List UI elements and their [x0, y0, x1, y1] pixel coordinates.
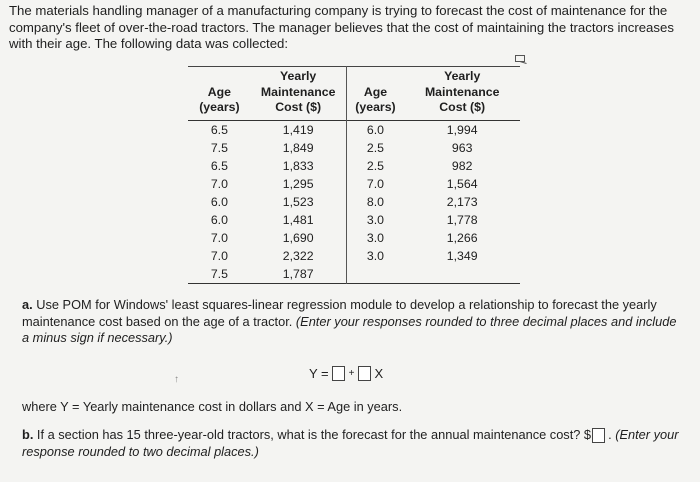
age-cell: 8.0: [366, 194, 385, 209]
cost-cell: 963: [451, 140, 473, 155]
question-b-text: If a section has 15 three-year-old tractors, what is the forecast for the annual maintenance cost? $: [33, 427, 592, 442]
age-cell: 7.0: [210, 230, 228, 245]
table-row: [188, 139, 520, 157]
header-cost-line-2: Maintenance: [424, 84, 500, 99]
header-age-right: [346, 67, 404, 121]
cost-cell: 1,481: [251, 211, 346, 229]
cost-cell: 2,173: [446, 194, 478, 209]
table-row: [188, 120, 520, 139]
cost-cell: 1,778: [446, 212, 478, 227]
header-cost-line-3: Cost ($): [439, 100, 486, 114]
age-cell: 7.5: [210, 140, 228, 155]
question-a-instruction: (Enter your responses rounded to three decimal places and include a minus sign if necessary.): [22, 313, 677, 345]
cost-cell: 1,564: [446, 176, 478, 191]
question-a-label: a.: [22, 297, 33, 312]
table-row: [188, 193, 520, 211]
header-age-line-1: Age: [363, 84, 388, 99]
cost-cell: 1,849: [251, 139, 346, 157]
age-cell: 2.5: [366, 140, 385, 155]
question-b-instruction: (Enter your response rounded to two decimal places.): [22, 427, 679, 460]
cursor-mark-icon: ↑: [174, 374, 179, 385]
forecast-input-box[interactable]: [592, 428, 605, 443]
cost-cell: 1,690: [251, 229, 346, 247]
age-cell: 3.0: [366, 212, 385, 227]
cost-cell: 1,523: [251, 193, 346, 211]
cost-cell: 1,419: [251, 120, 346, 139]
cost-cell: 982: [451, 158, 473, 173]
empty-cell: [404, 265, 520, 284]
age-cell: 7.0: [366, 176, 385, 191]
table-row: [188, 211, 520, 229]
regression-equation: [309, 366, 383, 381]
age-cell: 7.0: [210, 248, 228, 263]
age-cell: 6.0: [210, 212, 228, 227]
table-row: [188, 229, 520, 247]
age-cell: 6.5: [210, 122, 228, 137]
header-cost-line-3: Cost ($): [275, 100, 322, 114]
cost-cell: 1,994: [446, 122, 478, 137]
age-cell: 6.5: [210, 158, 228, 173]
cost-cell: 2,322: [251, 247, 346, 265]
age-cell: 3.0: [366, 248, 385, 263]
header-age-line-2: (years): [355, 100, 396, 114]
age-cell: 3.0: [366, 230, 385, 245]
question-b: [22, 426, 682, 460]
equation-variable: X: [374, 366, 384, 381]
header-cost-left: [251, 67, 346, 121]
question-a: [22, 297, 682, 347]
variable-definitions: where Y = Yearly maintenance cost in dollars and X = Age in years.: [22, 399, 403, 414]
question-b-label: b.: [22, 427, 34, 442]
table-row: [188, 157, 520, 175]
header-cost-line-1: Yearly: [280, 69, 317, 83]
edit-icon[interactable]: [515, 55, 527, 64]
table-row: [188, 265, 520, 284]
table-header-row: [188, 67, 520, 121]
question-b-period: .: [608, 427, 612, 442]
cost-cell: 1,787: [251, 265, 346, 284]
data-table: [188, 66, 520, 284]
age-cell: 7.0: [210, 176, 228, 191]
question-a-text: Use POM for Windows' least squares-linear regression module to develop a relationship to forecast the yearly maintenance cost based on the age of a tractor.: [22, 297, 657, 329]
equation-plus: +: [348, 368, 355, 379]
empty-cell: [346, 265, 404, 284]
cost-cell: 1,295: [251, 175, 346, 193]
table-row: [188, 247, 520, 265]
age-cell: 7.5: [210, 266, 228, 281]
table-row: [188, 175, 520, 193]
age-cell: 6.0: [366, 122, 385, 137]
cost-cell: 1,833: [251, 157, 346, 175]
slope-input-box[interactable]: [358, 366, 371, 381]
equation-lhs: Y =: [309, 366, 329, 381]
cost-cell: 1,349: [446, 248, 478, 263]
header-age-line-1: Age: [207, 84, 231, 99]
header-cost-right: [404, 67, 520, 121]
age-cell: 2.5: [366, 158, 385, 173]
header-cost-line-2: Maintenance: [260, 84, 336, 99]
header-cost-line-1: Yearly: [444, 69, 481, 83]
intercept-input-box[interactable]: [332, 366, 345, 381]
header-age-left: [188, 67, 251, 121]
cost-cell: 1,266: [446, 230, 478, 245]
age-cell: 6.0: [210, 194, 228, 209]
header-age-line-2: (years): [199, 100, 240, 114]
problem-intro: The materials handling manager of a manufacturing company is trying to forecast the cost of maintenance for the company's fleet of over-the-road tractors. The manager believes that the cost of maintaining the tractors increases with their age. The following data was collected:: [9, 3, 674, 51]
